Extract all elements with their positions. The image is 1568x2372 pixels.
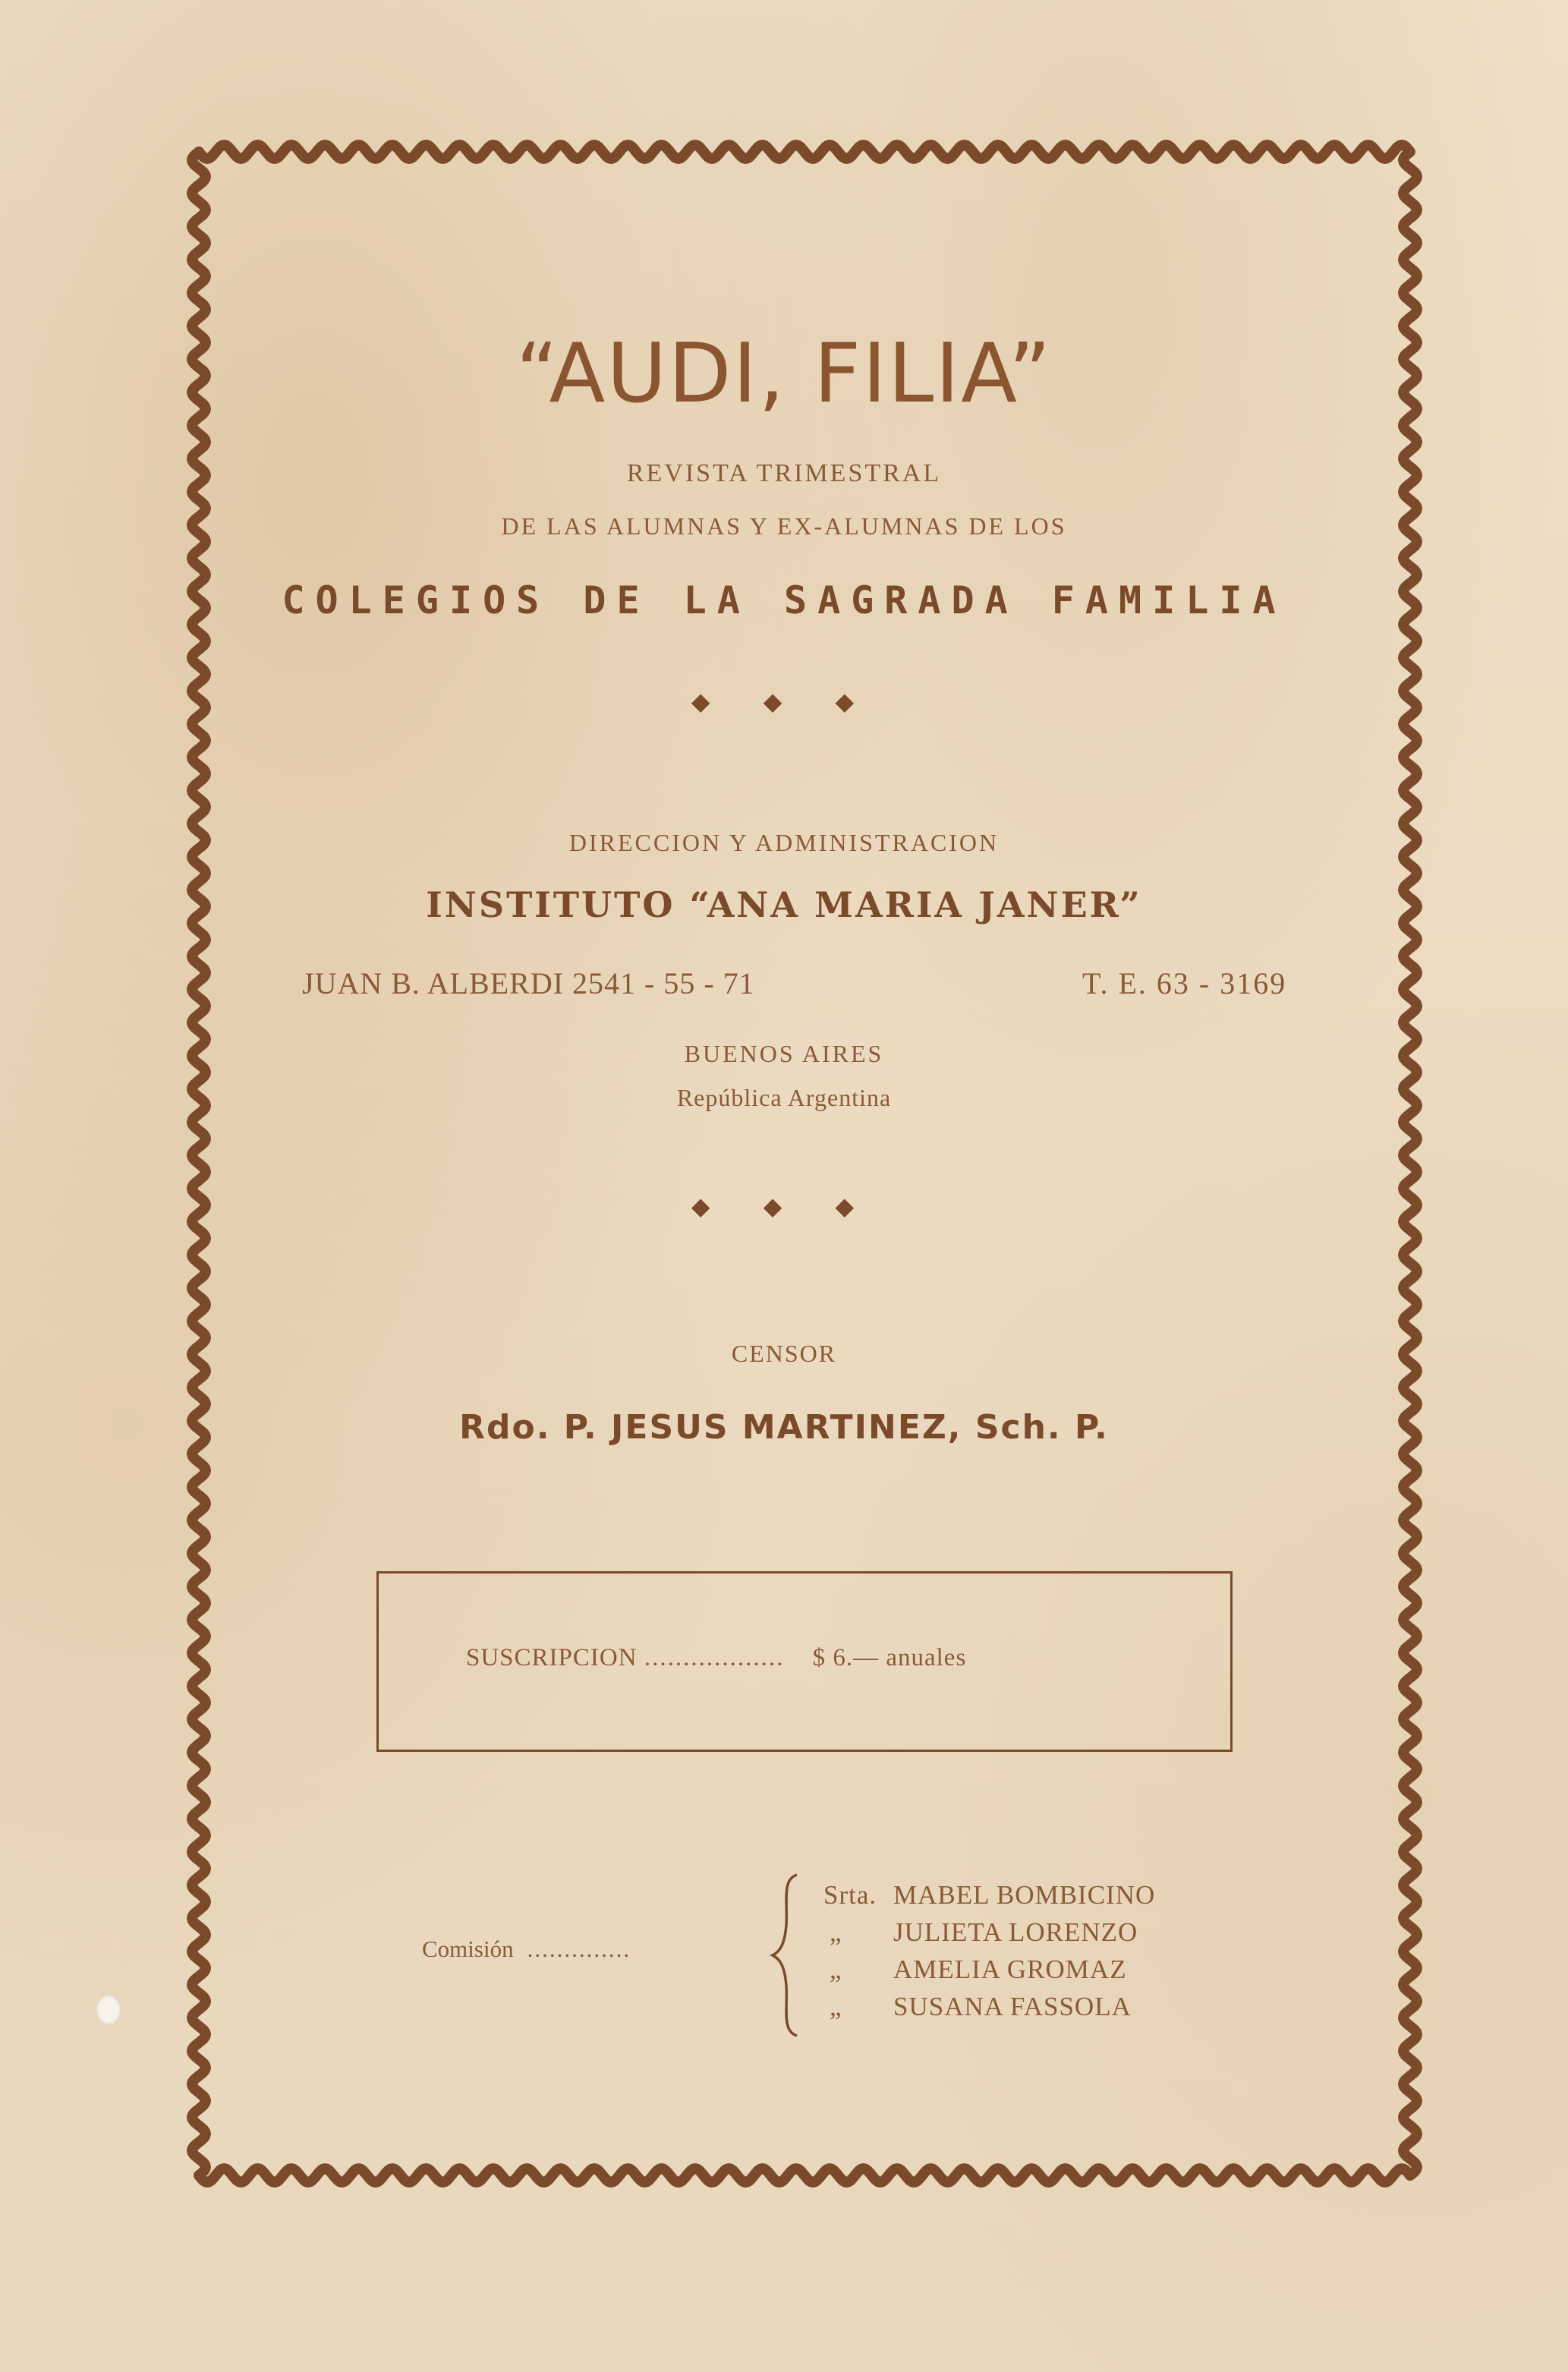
member-prefix: Srta. xyxy=(823,1880,877,1910)
institute-name: INSTITUTO “ANA MARIA JANER” xyxy=(426,884,1142,925)
member-prefix: „ xyxy=(830,1955,842,1984)
diamond-ornament-icon: ◆ ◆ ◆ xyxy=(691,1192,877,1221)
member-prefix: „ xyxy=(830,1992,842,2021)
member-name: JULIETA LORENZO xyxy=(893,1917,1138,1947)
list-item xyxy=(823,1914,1155,1951)
country-name: República Argentina xyxy=(676,1084,892,1111)
subscription-line xyxy=(466,1644,966,1672)
subscription-dots: .................. xyxy=(644,1644,785,1671)
magazine-subtitle: REVISTA TRIMESTRAL xyxy=(626,459,942,487)
commission-label: Comisión xyxy=(422,1936,514,1962)
member-prefix: „ xyxy=(830,1917,842,1947)
member-name: SUSANA FASSOLA xyxy=(893,1992,1132,2021)
institute-phone: T. E. 63 - 3169 xyxy=(1082,966,1287,1000)
subscription-price: $ 6.— anuales xyxy=(812,1644,967,1671)
member-name: MABEL BOMBICINO xyxy=(893,1880,1156,1910)
commission-members xyxy=(823,1876,1155,2025)
list-item xyxy=(823,1876,1155,1914)
magazine-audience: DE LAS ALUMNAS Y EX-ALUMNAS DE LOS xyxy=(501,512,1067,540)
city-name: BUENOS AIRES xyxy=(684,1040,884,1067)
administration-label: DIRECCION Y ADMINISTRACION xyxy=(568,829,1000,856)
punch-hole xyxy=(96,1995,121,2025)
curly-brace-icon xyxy=(767,1872,804,2039)
institute-address: JUAN B. ALBERDI 2541 - 55 - 71 xyxy=(302,966,755,1000)
commission-dots: .............. xyxy=(527,1936,631,1962)
list-item xyxy=(823,1988,1155,2025)
magazine-title: “AUDI, FILIA” xyxy=(515,326,1053,421)
list-item xyxy=(823,1951,1155,1988)
subscription-label: SUSCRIPCION xyxy=(466,1644,638,1671)
diamond-ornament-icon: ◆ ◆ ◆ xyxy=(691,687,877,716)
censor-label: CENSOR xyxy=(731,1340,837,1367)
college-name: COLEGIOS DE LA SAGRADA FAMILIA xyxy=(282,578,1286,622)
commission-line xyxy=(422,1936,631,1963)
censor-name: Rdo. P. JESUS MARTINEZ, Sch. P. xyxy=(459,1408,1109,1447)
member-name: AMELIA GROMAZ xyxy=(893,1955,1127,1984)
